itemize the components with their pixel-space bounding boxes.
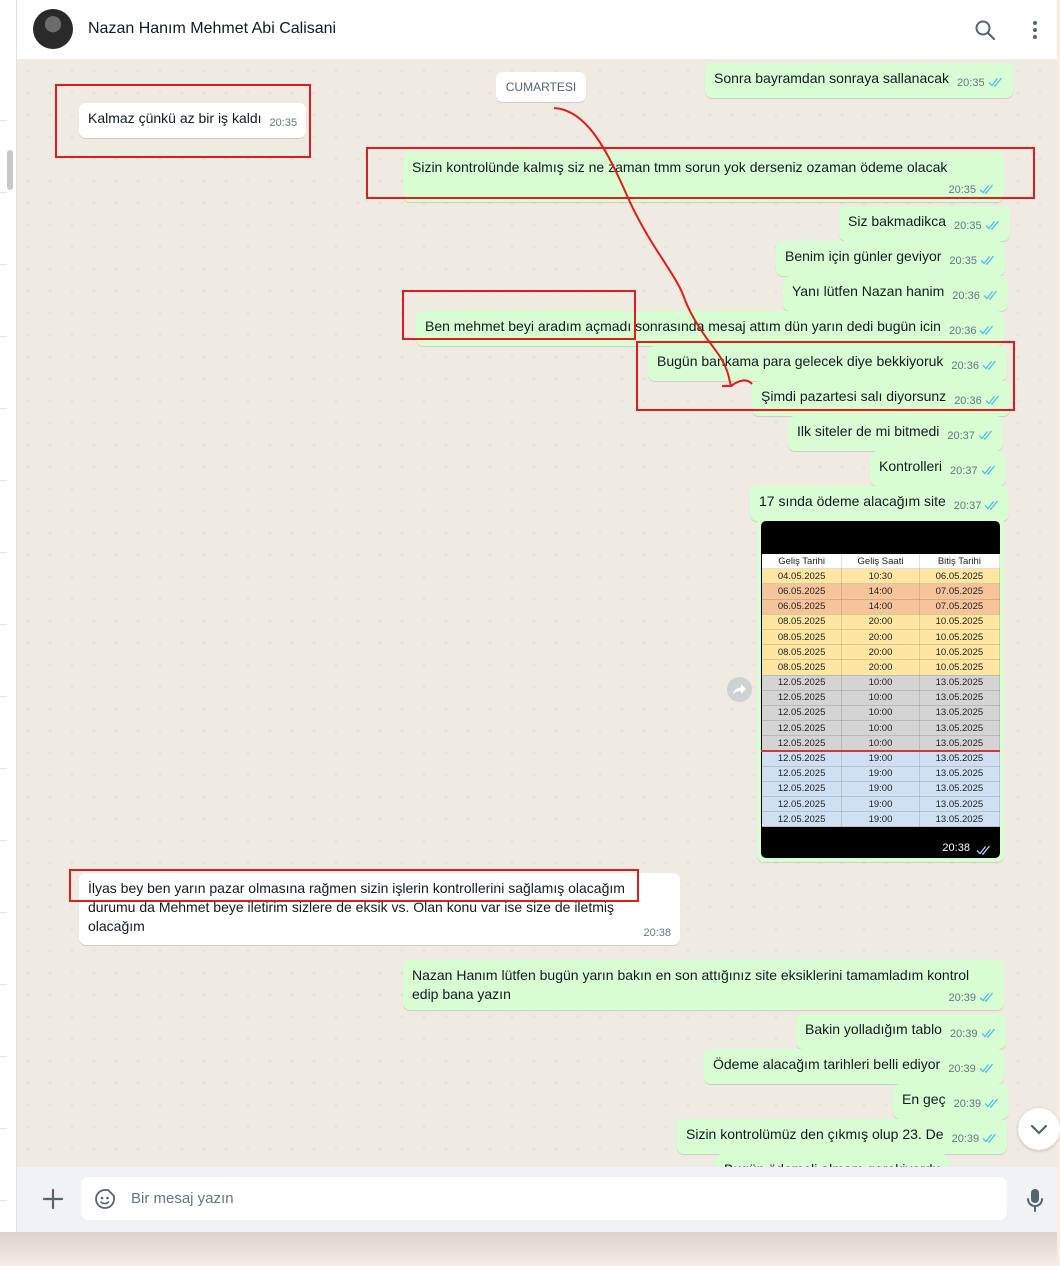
message-time: 20:36	[954, 395, 982, 407]
message-time: 20:35	[954, 220, 982, 232]
table-cell: 08.05.2025	[762, 614, 842, 629]
read-ticks-icon	[984, 500, 1000, 510]
table-cell: 12.05.2025	[762, 812, 842, 827]
table-header-row	[762, 554, 1000, 569]
table-cell: 06.05.2025	[762, 584, 842, 599]
divider	[0, 480, 7, 481]
message-text: Benim için günler geviyor	[785, 248, 942, 264]
message-time: 20:35	[957, 77, 985, 89]
message-time: 20:39	[953, 1098, 982, 1110]
chat-header	[17, 0, 1057, 60]
left-panel-scrollbar[interactable]	[7, 150, 13, 190]
table-cell: 20:00	[842, 629, 920, 644]
table-cell: 04.05.2025	[762, 569, 842, 584]
read-ticks-icon	[979, 992, 995, 1002]
table-cell: 19:00	[842, 751, 920, 766]
message-text: Yanı lütfen Nazan hanim	[792, 283, 945, 299]
date-divider: CUMARTESI	[496, 72, 586, 102]
divider	[0, 336, 7, 337]
message-text: Şimdi pazartesi salı diyorsunz	[761, 388, 947, 404]
message-text: Sonra bayramdan sonraya sallanacak	[714, 70, 950, 86]
message-text: Sizin kontrolünde kalmış siz ne zaman tmm sorun yok derseniz ozaman ödeme olacak	[412, 159, 948, 175]
message-text: Nazan Hanım lütfen bugün yarın bakın en son attığınız site eksiklerini tamamladım kontrol edip bana yazın	[412, 967, 970, 1002]
mic-icon[interactable]	[1025, 1187, 1045, 1213]
scroll-to-bottom-button[interactable]	[1018, 1108, 1060, 1150]
message-time: 20:37	[950, 465, 978, 477]
table-cell: 10:30	[842, 569, 920, 584]
message-time: 20:35	[948, 184, 976, 196]
table-row	[762, 812, 1000, 827]
table-row	[762, 629, 1000, 644]
message-text: İlyas bey ben yarın pazar olmasına rağmen sizin işlerin kontrollerini sağlamış olacağım durumu da Mehmet beye iletirim sizlere de eksik vs. Olan konu var ise size de iletmiş olacağım	[88, 880, 625, 934]
divider	[0, 1056, 7, 1057]
table-header-cell: Bitiş Tarihi	[919, 554, 999, 569]
table-row	[762, 599, 1000, 614]
table-cell: 20:00	[842, 660, 920, 675]
search-icon[interactable]	[973, 18, 997, 42]
message-time: 20:39	[949, 1028, 978, 1040]
annotation-arrow	[17, 60, 1057, 460]
table-row	[762, 690, 1000, 705]
table-row	[762, 675, 1000, 690]
plus-icon[interactable]	[41, 1187, 65, 1211]
table-cell: 10:00	[842, 705, 920, 720]
table-header-cell: Geliş Saati	[842, 554, 920, 569]
message-time: 20:39	[951, 1133, 980, 1145]
table-cell: 07.05.2025	[919, 599, 999, 614]
table-row	[762, 645, 1000, 660]
image-preview[interactable]	[761, 521, 1000, 858]
divider	[0, 120, 7, 121]
table-cell: 08.05.2025	[762, 645, 842, 660]
table-cell: 08.05.2025	[762, 660, 842, 675]
table-cell: 20:00	[842, 614, 920, 629]
table-cell: 13.05.2025	[919, 766, 999, 781]
sticker-icon[interactable]	[94, 1188, 116, 1210]
read-ticks-icon	[984, 1098, 1000, 1108]
message-text: Sizin kontrolümüz den çıkmış olup 23. De	[686, 1126, 944, 1142]
table-row	[762, 660, 1000, 675]
divider	[0, 192, 7, 193]
table-row	[762, 751, 1000, 766]
chevron-down-icon	[1018, 1108, 1060, 1150]
message-list[interactable]	[17, 60, 1057, 1167]
read-ticks-icon	[981, 465, 997, 475]
table-cell: 13.05.2025	[919, 705, 999, 720]
contact-name[interactable]: Nazan Hanım Mehmet Abi Calisani	[88, 20, 337, 37]
message-text: Kontrolleri	[879, 458, 943, 474]
message-time: 20:35	[949, 255, 977, 267]
table-cell: 07.05.2025	[919, 584, 999, 599]
table-row	[762, 797, 1000, 812]
table-cell: 20:00	[842, 645, 920, 660]
divider	[0, 408, 7, 409]
divider	[0, 984, 7, 985]
message-outgoing[interactable]	[796, 1014, 1006, 1049]
message-outgoing[interactable]	[403, 960, 1004, 1010]
message-time: 20:39	[948, 992, 976, 1004]
divider	[0, 624, 7, 625]
table-cell: 10:00	[842, 690, 920, 705]
table-cell: 13.05.2025	[919, 781, 999, 796]
divider	[0, 768, 7, 769]
table-cell: 10.05.2025	[919, 629, 999, 644]
more-menu-icon[interactable]	[1025, 18, 1045, 42]
message-time: 20:37	[947, 430, 975, 442]
message-time: 20:36	[952, 290, 980, 302]
table-cell: 19:00	[842, 812, 920, 827]
annotation-box	[69, 869, 639, 902]
message-text: Ödeme alacağım tarihleri belli ediyor	[713, 1056, 941, 1072]
read-ticks-icon	[976, 845, 992, 855]
table-cell: 12.05.2025	[762, 721, 842, 736]
message-outgoing[interactable]	[750, 486, 1009, 521]
message-time: 20:39	[948, 1063, 976, 1075]
message-outgoing[interactable]	[893, 1084, 1009, 1119]
table-cell: 19:00	[842, 781, 920, 796]
message-outgoing[interactable]	[704, 1049, 1004, 1084]
message-time: 20:37	[953, 500, 982, 512]
table-cell: 12.05.2025	[762, 690, 842, 705]
forward-icon[interactable]	[727, 677, 752, 702]
message-text: Bugün bankama para gelecek diye bekkiyoruk	[657, 353, 944, 369]
message-outgoing[interactable]	[677, 1119, 1007, 1154]
divider	[0, 264, 7, 265]
table-cell: 14:00	[842, 584, 920, 599]
divider	[0, 1128, 7, 1129]
table-cell: 13.05.2025	[919, 736, 999, 751]
message-input[interactable]	[131, 1177, 991, 1220]
table-row	[762, 705, 1000, 720]
table-cell: 13.05.2025	[919, 751, 999, 766]
table-cell: 19:00	[842, 797, 920, 812]
composer-bar	[17, 1167, 1057, 1232]
table-cell: 12.05.2025	[762, 781, 842, 796]
table-cell: 10.05.2025	[919, 645, 999, 660]
window-bottom-edge	[0, 1232, 1057, 1266]
table-row	[762, 584, 1000, 599]
table-cell: 10:00	[842, 736, 920, 751]
table-cell: 13.05.2025	[919, 797, 999, 812]
table-cell: 06.05.2025	[762, 599, 842, 614]
table-cell: 10.05.2025	[919, 660, 999, 675]
table-cell: 12.05.2025	[762, 736, 842, 751]
read-ticks-icon	[982, 1133, 998, 1143]
table-row	[762, 781, 1000, 796]
table-cell: 13.05.2025	[919, 675, 999, 690]
message-time: 20:38	[643, 927, 671, 939]
message-text: Siz bakmadikca	[848, 213, 947, 229]
table-cell: 12.05.2025	[762, 766, 842, 781]
divider	[0, 1200, 7, 1201]
image-message[interactable]	[757, 517, 1004, 862]
table-cell: 12.05.2025	[762, 705, 842, 720]
table-cell: 13.05.2025	[919, 721, 999, 736]
message-text: Bakin yolladığım tablo	[805, 1021, 942, 1037]
table-cell: 19:00	[842, 766, 920, 781]
table-header-cell: Geliş Tarihi	[762, 554, 842, 569]
schedule-table-image	[761, 553, 1000, 827]
message-time: 20:36	[948, 325, 977, 337]
left-panel-edge	[0, 0, 17, 1232]
divider	[0, 840, 7, 841]
table-cell: 12.05.2025	[762, 751, 842, 766]
table-cell: 14:00	[842, 599, 920, 614]
message-text: En geç	[902, 1091, 946, 1107]
divider	[0, 552, 7, 553]
message-text: Kalmaz çünkü az bir iş kaldı	[88, 110, 262, 126]
table-row	[762, 721, 1000, 736]
table-row	[762, 614, 1000, 629]
message-text: 17 sında ödeme alacağım site	[759, 493, 946, 509]
message-time: 20:38	[942, 841, 992, 854]
table-cell: 12.05.2025	[762, 797, 842, 812]
table-cell: 06.05.2025	[919, 569, 999, 584]
table-cell: 12.05.2025	[762, 675, 842, 690]
divider	[0, 696, 7, 697]
table-cell: 10:00	[842, 675, 920, 690]
divider	[0, 912, 7, 913]
table-row	[762, 569, 1000, 584]
table-cell: 08.05.2025	[762, 629, 842, 644]
message-compose-box[interactable]	[81, 1177, 1007, 1220]
read-ticks-icon	[979, 1063, 995, 1073]
table-cell: 10.05.2025	[919, 614, 999, 629]
contact-avatar[interactable]	[33, 9, 73, 49]
table-row	[762, 736, 1000, 751]
table-cell: 13.05.2025	[919, 690, 999, 705]
message-text: Ben mehmet beyi aradım açmadı sonrasında mesaj attım dün yarın dedi bugün icin	[425, 318, 941, 334]
table-row	[762, 766, 1000, 781]
table-cell: 10:00	[842, 721, 920, 736]
message-time: 20:36	[951, 360, 979, 372]
message-text: Ilk siteler de mi bitmedi	[797, 423, 940, 439]
read-ticks-icon	[981, 1028, 997, 1038]
message-time: 20:35	[269, 117, 298, 129]
table-cell: 13.05.2025	[919, 812, 999, 827]
